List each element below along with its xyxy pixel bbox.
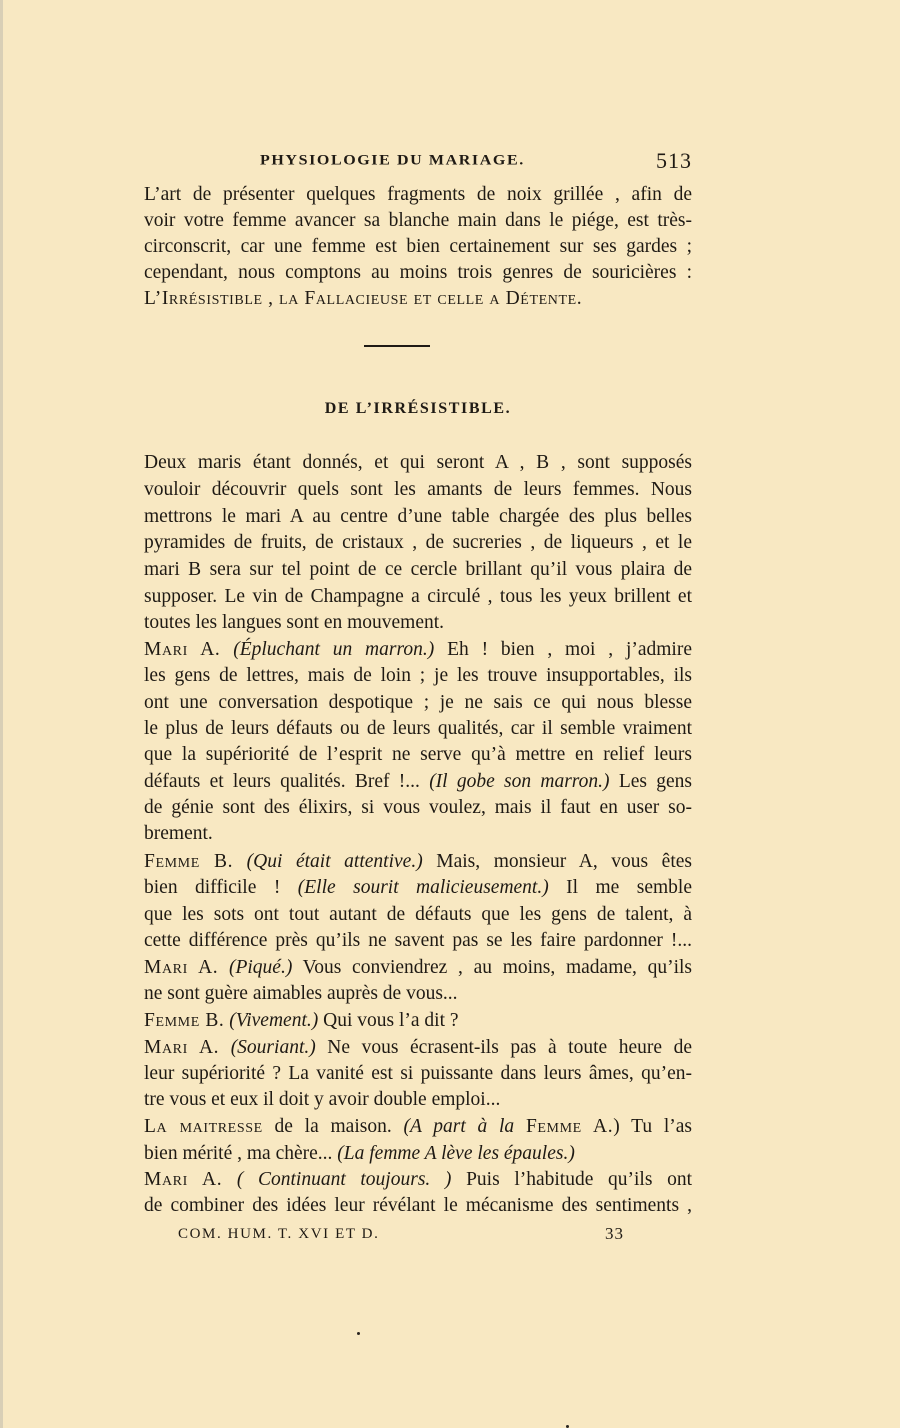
running-title: PHYSIOLOGIE DU MARIAGE. [260, 152, 525, 169]
body-line: vouloir découvrir quels sont les amants de leurs femmes. Nous [144, 479, 692, 500]
stage-direction: (A part à la [403, 1116, 526, 1137]
section-divider-rule [364, 345, 430, 347]
speaker-name: Femme B. [144, 1010, 225, 1031]
speaker-name: Mari A. [144, 639, 221, 660]
stage-direction: (La femme A lève les épaules.) [337, 1143, 575, 1164]
dialogue-line: que les sots ont tout autant de défauts que les gens de talent, à [144, 904, 692, 925]
stage-direction-close: ) [613, 1116, 620, 1137]
dialogue-line [144, 769, 692, 795]
dialogue-line: de génie sont des élixirs, si vous voulez, mais il faut en user so- [144, 797, 692, 818]
stage-direction: (Elle sourit malicieusement.) [297, 877, 549, 898]
scan-speck [357, 1332, 360, 1335]
dialogue-text: Tu l’as [619, 1116, 692, 1137]
speaker-name-rest: de la maison. [262, 1116, 404, 1137]
dialogue-line [144, 1141, 692, 1167]
dialogue-text: bien mérité , ma chère... [144, 1143, 338, 1164]
dialogue-text: Ne vous écrasent-ils pas à toute heure de [315, 1037, 693, 1058]
dialogue-text: Mais, monsieur A, vous êtes [422, 851, 692, 872]
dialogue-line: que la supériorité de l’esprit ne serve qu’à mettre en relief leurs [144, 744, 692, 765]
dialogue-line: le plus de leurs défauts ou de leurs qualités, car il semble vraiment [144, 718, 692, 739]
dialogue-line: ont une conversation despotique ; je ne sais ce qui nous blesse [144, 692, 692, 713]
dialogue-text: Qui vous l’a dit ? [318, 1010, 459, 1031]
stage-direction: (Piqué.) [228, 957, 293, 978]
stage-direction: (Vivement.) [229, 1010, 319, 1031]
signature-mark: COM. HUM. T. XVI ET D. [178, 1226, 380, 1242]
dialogue-line: de combiner des idées leur révélant le mécanisme des sentiments , [144, 1195, 692, 1216]
intro-line: L’art de présenter quelques fragments de noix grillée , afin de [144, 184, 692, 205]
intro-line: cependant, nous comptons au moins trois genres de souricières : [144, 262, 692, 283]
body-line: mettrons le mari A au centre d’une table chargée des plus belles [144, 506, 692, 527]
dialogue-text: Vous conviendrez , au moins, madame, qu’ils [292, 957, 693, 978]
speaker-name: Mari A. [144, 1169, 223, 1190]
dialogue-line: brement. [144, 823, 213, 844]
speaker-name: Mari A. [144, 1037, 220, 1058]
stage-direction-name: Femme A. [525, 1116, 614, 1137]
dialogue-first-line [144, 955, 692, 981]
running-head [142, 150, 692, 176]
stage-direction: (Il gobe son marron.) [429, 771, 610, 792]
signature-number: 33 [605, 1224, 624, 1243]
body-line: pyramides de fruits, de cristaux , de sucreries , de liqueurs , et le [144, 532, 692, 553]
intro-line: circonscrit, car une femme est bien certainement sur ses gardes ; [144, 236, 692, 257]
dialogue-line: leur supériorité ? La vanité est si puissante dans leurs âmes, qu’en- [144, 1063, 692, 1084]
speaker-name: La maitresse [144, 1116, 263, 1137]
stage-direction: (Souriant.) [230, 1037, 316, 1058]
stage-direction: ( Continuant toujours. ) [236, 1169, 452, 1190]
intro-line: voir votre femme avancer sa blanche main dans le piége, est très- [144, 210, 692, 231]
dialogue-first-line [144, 1008, 692, 1034]
dialogue-first-line [144, 1035, 692, 1061]
section-title: DE L’IRRÉSISTIBLE. [324, 400, 512, 417]
body-line: mari B sera sur tel point de ce cercle brillant qu’il vous plaira de [144, 559, 692, 580]
dialogue-text: Puis l’habitude qu’ils ont [451, 1169, 693, 1190]
dialogue-line: ne sont guère aimables auprès de vous... [144, 983, 458, 1004]
page-number: 513 [656, 148, 692, 173]
dialogue-text: défauts et leurs qualités. Bref !... [144, 771, 430, 792]
dialogue-text: bien difficile ! [144, 877, 298, 898]
speaker-name: Femme B. [144, 851, 234, 872]
dialogue-first-line [144, 637, 692, 663]
dialogue-first-line [144, 1114, 692, 1140]
dialogue-first-line [144, 1167, 692, 1193]
dialogue-text: Eh ! bien , moi , j’admire [434, 639, 692, 660]
speaker-name: Mari A. [144, 957, 219, 978]
stage-direction: (Qui était attentive.) [246, 851, 423, 872]
dialogue-line: les gens de lettres, mais de loin ; je les trouve insupportables, ils [144, 665, 692, 686]
dialogue-line: cette différence près qu’ils ne savent pas se les faire pardonner !... [144, 930, 692, 951]
scan-page-edge [0, 0, 3, 1428]
intro-line-smallcaps: L’Irrésistible , la Fallacieuse et celle a Détente. [144, 288, 583, 309]
stage-direction: (Épluchant un marron.) [233, 639, 435, 660]
dialogue-line: tre vous et eux il doit y avoir double emploi... [144, 1089, 501, 1110]
dialogue-text: Il me semble [548, 877, 693, 898]
dialogue-text: Les gens [609, 771, 692, 792]
body-line: toutes les langues sont en mouvement. [144, 612, 445, 633]
body-line: supposer. Le vin de Champagne a circulé , tous les yeux brillent et [144, 586, 692, 607]
dialogue-line [144, 875, 692, 901]
body-line: Deux maris étant donnés, et qui seront A , B , sont supposés [144, 452, 692, 473]
dialogue-first-line [144, 849, 692, 875]
